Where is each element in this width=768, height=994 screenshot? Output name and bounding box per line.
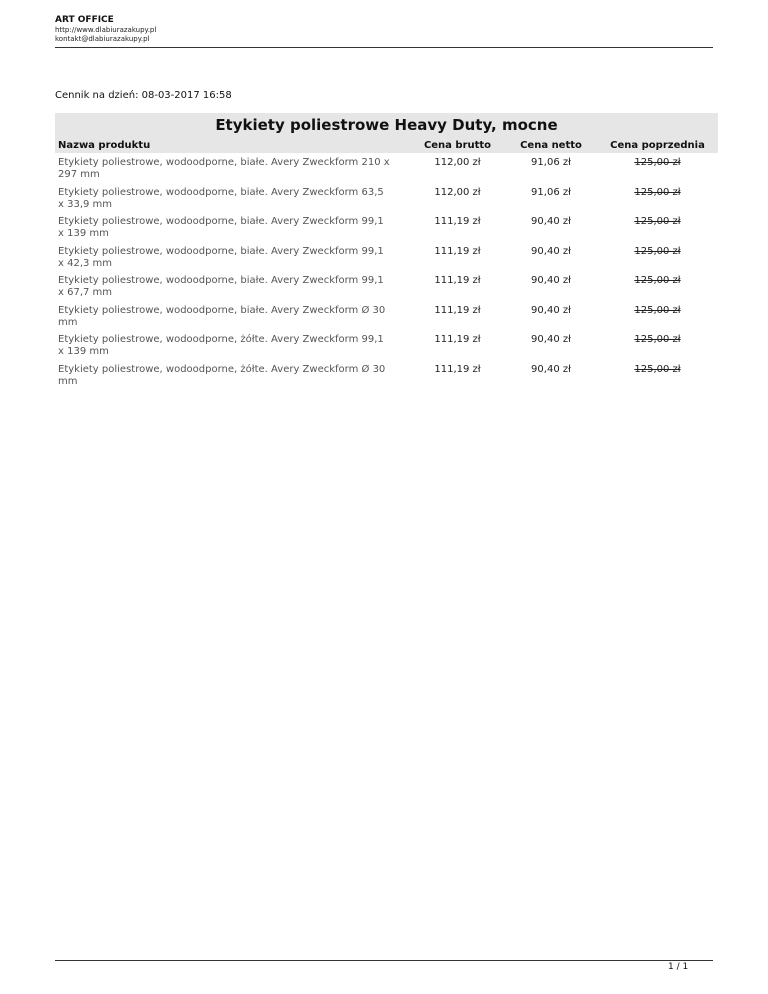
product-name: Etykiety poliestrowe, wodoodporne, białe. Avery Zweckform 63,5 x 33,9 mm [58, 186, 384, 210]
previous-price: 125,00 zł [634, 363, 681, 375]
previous-price: 125,00 zł [634, 157, 681, 168]
footer-divider [55, 960, 713, 961]
column-header-previous: Cena poprzednia [610, 139, 705, 151]
header-divider [55, 47, 713, 48]
product-name: Etykiety poliestrowe, wodoodporne, białe. Avery Zweckform 210 x 297 mm [58, 157, 390, 180]
net-price: 90,40 zł [531, 334, 571, 345]
previous-price: 125,00 zł [634, 334, 681, 345]
table-row [55, 187, 718, 217]
table-row [55, 305, 718, 335]
column-header-net: Cena netto [520, 139, 582, 151]
product-name: Etykiety poliestrowe, wodoodporne, białe. Avery Zweckform 99,1 x 42,3 mm [58, 245, 384, 269]
product-name: Etykiety poliestrowe, wodoodporne, białe. Avery Zweckform 99,1 x 139 mm [58, 216, 384, 239]
previous-price: 125,00 zł [634, 275, 681, 286]
gross-price: 111,19 zł [434, 304, 481, 316]
table-row [55, 216, 718, 246]
table-header-row [55, 137, 718, 153]
document-header [55, 15, 713, 44]
table-title: Etykiety poliestrowe Heavy Duty, mocne [55, 113, 718, 137]
gross-price: 111,19 zł [434, 216, 481, 227]
product-name: Etykiety poliestrowe, wodoodporne, żółte. Avery Zweckform 99,1 x 139 mm [58, 334, 384, 357]
gross-price: 112,00 zł [434, 186, 481, 198]
price-list-date: Cennik na dzień: 08-03-2017 16:58 [55, 90, 232, 101]
net-price: 90,40 zł [531, 304, 571, 316]
net-price: 90,40 zł [531, 216, 571, 227]
price-table [55, 113, 718, 393]
gross-price: 111,19 zł [434, 275, 481, 286]
previous-price: 125,00 zł [634, 304, 681, 316]
net-price: 90,40 zł [531, 275, 571, 286]
product-name: Etykiety poliestrowe, wodoodporne, żółte. Avery Zweckform Ø 30 mm [58, 363, 386, 387]
product-name: Etykiety poliestrowe, wodoodporne, białe. Avery Zweckform 99,1 x 67,7 mm [58, 275, 384, 298]
table-row [55, 157, 718, 187]
gross-price: 111,19 zł [434, 245, 481, 257]
net-price: 90,40 zł [531, 363, 571, 375]
table-row [55, 364, 718, 394]
table-row [55, 246, 718, 276]
table-row [55, 275, 718, 305]
product-name: Etykiety poliestrowe, wodoodporne, białe. Avery Zweckform Ø 30 mm [58, 304, 386, 328]
column-header-gross: Cena brutto [423, 139, 492, 151]
company-email[interactable]: kontakt@dlabiurazakupy.pl [55, 35, 150, 43]
company-website[interactable]: http://www.dlabiurazakupy.pl [55, 26, 157, 34]
company-name: ART OFFICE [55, 15, 114, 25]
net-price: 91,06 zł [531, 157, 571, 168]
previous-price: 125,00 zł [634, 216, 681, 227]
page-number: 1 / 1 [668, 962, 689, 972]
previous-price: 125,00 zł [634, 245, 681, 257]
gross-price: 111,19 zł [434, 334, 481, 345]
net-price: 91,06 zł [531, 186, 571, 198]
table-row [55, 334, 718, 364]
net-price: 90,40 zł [531, 245, 571, 257]
column-header-name: Nazwa produktu [58, 139, 151, 151]
previous-price: 125,00 zł [634, 186, 681, 198]
gross-price: 112,00 zł [434, 157, 481, 168]
gross-price: 111,19 zł [434, 363, 481, 375]
